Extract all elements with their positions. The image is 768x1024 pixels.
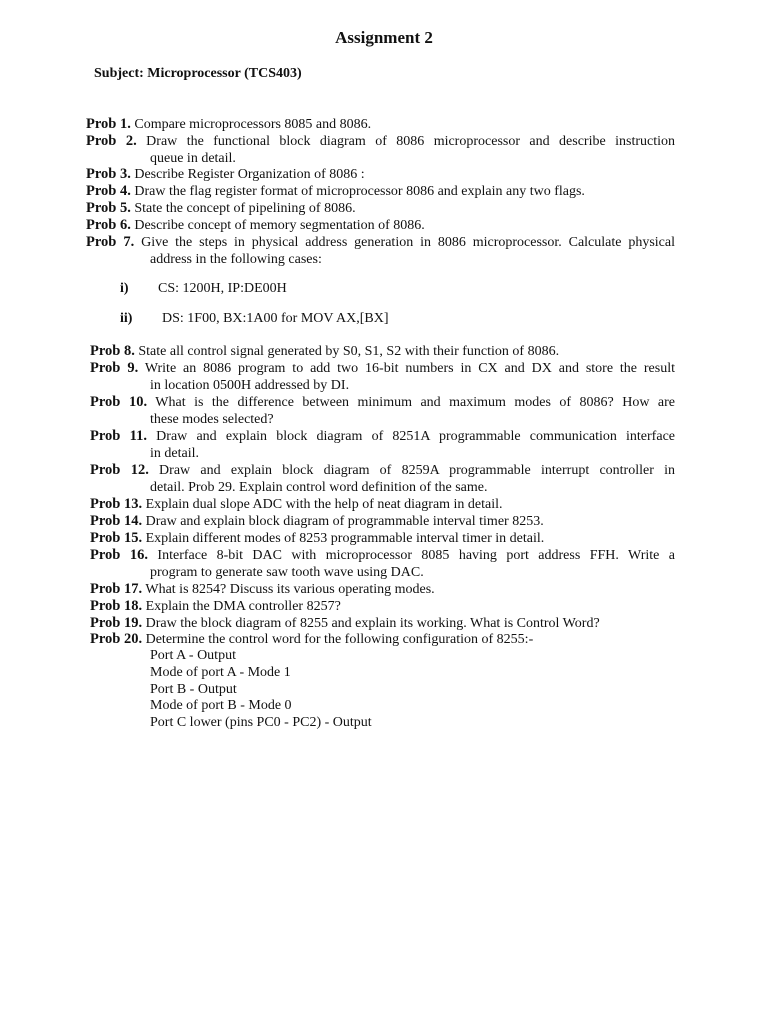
problem-item	[90, 581, 675, 599]
config-line: Mode of port B - Mode 0	[150, 698, 292, 714]
problem-text: Draw the flag register format of microprocessor 8086 and explain any two flags.	[130, 184, 585, 199]
problem-label: Prob 8.	[90, 343, 135, 359]
problem-continuation: address in the following cases:	[150, 251, 322, 267]
problem-item	[90, 394, 675, 429]
problem-item	[90, 496, 675, 514]
problem-label: Prob 18.	[90, 598, 143, 614]
problem-first-line	[90, 598, 675, 616]
problem-item	[86, 234, 675, 269]
config-line: Mode of port A - Mode 1	[150, 664, 291, 680]
problem-label: Prob 12.	[90, 462, 149, 478]
problem-item	[90, 547, 675, 582]
problem-continuation: queue in detail.	[150, 150, 236, 166]
problem-label: Prob 2.	[86, 133, 137, 149]
problem-item	[86, 217, 675, 235]
problem-text: What is 8254? Discuss its various operating modes.	[142, 582, 435, 597]
problem-first-line	[86, 133, 675, 151]
config-line: Port B - Output	[150, 681, 237, 697]
problem-item	[90, 462, 675, 497]
problem-first-line	[86, 183, 675, 201]
problem-text: Describe Register Organization of 8086 :	[130, 167, 365, 182]
problem-label: Prob 3.	[86, 166, 131, 182]
page-title: Assignment 2	[335, 28, 433, 47]
problem-continuation: program to generate saw tooth wave using DAC.	[150, 564, 424, 580]
case-numeral: i)	[120, 281, 129, 296]
problem-label: Prob 16.	[90, 547, 149, 563]
config-line: Port C lower (pins PC0 - PC2) - Output	[150, 715, 372, 731]
problem-label: Prob 9.	[90, 360, 139, 376]
problem-first-line	[86, 234, 675, 252]
problem-first-line	[90, 581, 675, 599]
problem-text: Interface 8-bit DAC with microprocessor 8085 having port address FFH. Write a	[148, 548, 675, 563]
problem-item	[86, 116, 677, 134]
problem-label: Prob 6.	[86, 217, 131, 233]
problem-text: Determine the control word for the following configuration of 8255:-	[142, 632, 534, 647]
problem-first-line	[90, 547, 675, 565]
problem-text: State all control signal generated by S0, S1, S2 with their function of 8086.	[134, 344, 560, 359]
problem-text: Write an 8086 program to add two 16-bit numbers in CX and DX and store the result	[138, 361, 675, 376]
problem-first-line	[90, 343, 675, 361]
problem-label: Prob 14.	[90, 513, 143, 529]
problem-text: Draw the functional block diagram of 8086 microprocessor and describe instruction	[136, 134, 675, 149]
problem-label: Prob 10.	[90, 394, 148, 410]
problem-first-line	[86, 200, 675, 218]
problem-item	[90, 631, 675, 649]
case-numeral: ii)	[120, 311, 133, 326]
problem-first-line	[90, 462, 675, 480]
problem-text: Draw and explain block diagram of programmable interval timer 8253.	[142, 514, 544, 529]
problem-text: State the concept of pipelining of 8086.	[130, 201, 356, 216]
problem-item	[90, 428, 675, 463]
problem-label: Prob 4.	[86, 183, 131, 199]
problem-item	[86, 183, 675, 201]
problem-first-line	[90, 360, 675, 378]
problem-text: Compare microprocessors 8085 and 8086.	[130, 117, 372, 132]
problem-first-line	[90, 496, 675, 514]
problem-first-line	[90, 631, 675, 649]
case-text: DS: 1F00, BX:1A00 for MOV AX,[BX]	[162, 311, 389, 326]
problem-text: Give the steps in physical address generation in 8086 microprocessor. Calculate physical	[134, 235, 675, 250]
problem-continuation: detail. Prob 29. Explain control word definition of the same.	[150, 479, 488, 495]
problem-continuation: these modes selected?	[150, 411, 274, 427]
problem-item	[86, 200, 675, 218]
problem-continuation: in detail.	[150, 445, 199, 461]
subject-line: Subject: Microprocessor (TCS403)	[94, 66, 302, 81]
problem-first-line	[86, 217, 675, 235]
problem-label: Prob 17.	[90, 581, 143, 597]
problem-text: Explain the DMA controller 8257?	[142, 599, 341, 614]
problem-first-line	[86, 116, 677, 134]
case-text: CS: 1200H, IP:DE00H	[158, 281, 287, 296]
problem-item	[90, 513, 675, 531]
problem-label: Prob 15.	[90, 530, 143, 546]
problem-item	[90, 598, 675, 616]
problem-label: Prob 20.	[90, 631, 143, 647]
problem-text: Explain different modes of 8253 programmable interval timer in detail.	[142, 531, 545, 546]
problem-text: Draw and explain block diagram of 8251A programmable communication interface	[146, 429, 675, 444]
problem-text: Draw the block diagram of 8255 and explain its working. What is Control Word?	[142, 616, 600, 631]
problem-first-line	[90, 394, 675, 412]
prob7-case	[120, 311, 388, 327]
problem-text: What is the difference between minimum and maximum modes of 8086? How are	[147, 395, 675, 410]
problem-label: Prob 19.	[90, 615, 143, 631]
problem-label: Prob 5.	[86, 200, 131, 216]
problem-first-line	[90, 513, 675, 531]
problem-label: Prob 1.	[86, 116, 131, 132]
problem-item	[86, 133, 675, 168]
config-line: Port A - Output	[150, 648, 236, 663]
problem-label: Prob 13.	[90, 496, 143, 512]
problem-text: Draw and explain block diagram of 8259A programmable interrupt controller in	[148, 463, 675, 478]
problem-first-line	[86, 166, 675, 184]
problem-item	[90, 530, 675, 548]
problem-label: Prob 7.	[86, 234, 135, 250]
problem-label: Prob 11.	[90, 428, 147, 444]
problem-item	[90, 360, 675, 395]
problem-item	[86, 166, 675, 184]
problem-first-line	[90, 530, 675, 548]
problem-item	[90, 343, 675, 361]
problem-first-line	[90, 428, 675, 446]
problem-text: Describe concept of memory segmentation of 8086.	[130, 218, 425, 233]
problem-text: Explain dual slope ADC with the help of neat diagram in detail.	[142, 497, 503, 512]
prob7-case	[120, 281, 287, 297]
problem-continuation: in location 0500H addressed by DI.	[150, 377, 350, 393]
